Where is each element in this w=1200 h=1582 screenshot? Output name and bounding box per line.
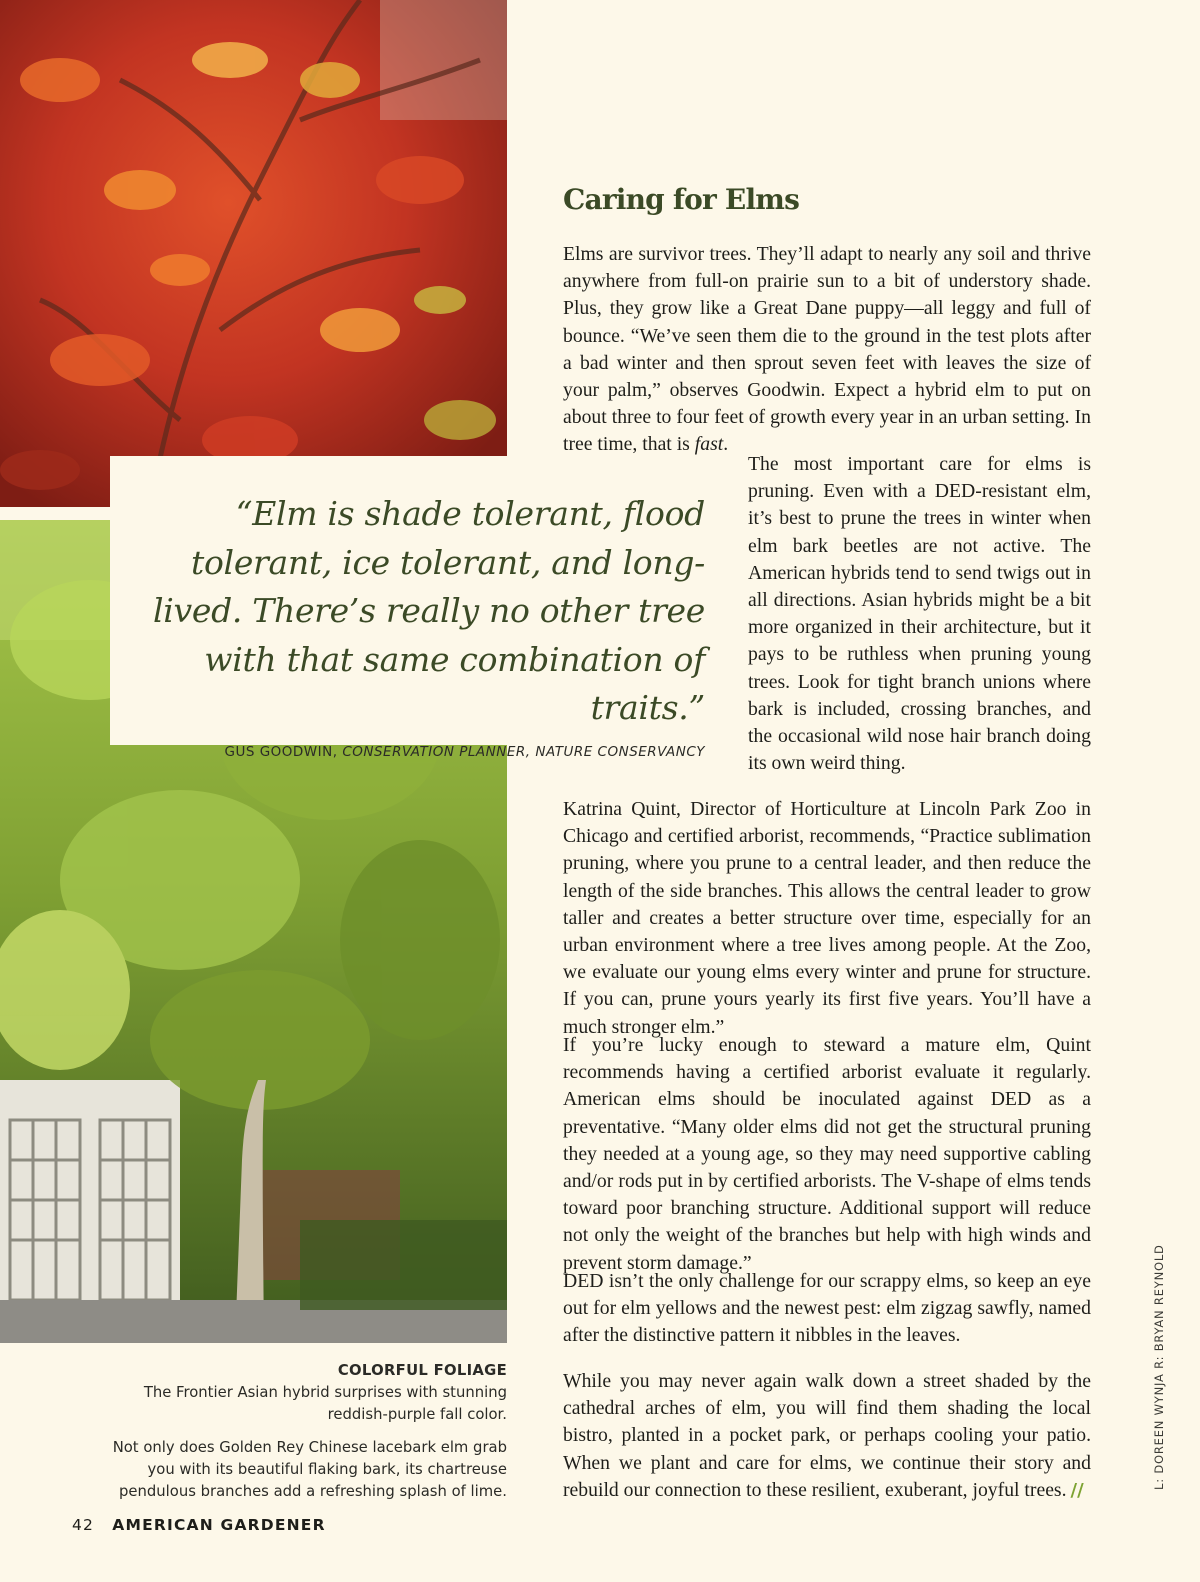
- article-paragraph: Katrina Quint, Director of Horticulture at Lincoln Park Zoo in Chicago and certified arborist, recommends, “Practice sublimation pruning, where you prune to a central leader, and then reduce the length of the side branches. This allows the central leader to grow taller and creates a better structure over time, especially for an urban environment where a tree lives among people. At the Zoo, we evaluate our young elms every winter and prune for structure. If you can, prune yours yearly its first five years. You’ll have a much stronger elm.”: [563, 798, 1091, 1038]
- pull-quote-box: [110, 456, 725, 760]
- article-paragraph: [563, 241, 1091, 459]
- article-paragraph: The most important care for elms is pruning. Even with a DED-resistant elm, it’s best to prune the trees in winter when elm bark beetles are not active. The American hybrids tend to send twigs out in all directions. Asian hybrids might be a bit more organized in their architecture, but it pays to be ruthless when pruning young trees. Look for tight branch unions where bark is included, crossing branches, and the occasional wild nose hair branch doing its own weird thing.: [748, 453, 1091, 775]
- photo-caption: [90, 1360, 507, 1503]
- magazine-name: AMERICAN GARDENER: [112, 1516, 326, 1534]
- pull-quote-text: “Elm is shade tolerant, flood tolerant, ice tolerant, and long-lived. There’s really no other tree with that same combination of traits.”: [153, 494, 705, 727]
- end-of-article-mark: //: [1070, 1479, 1084, 1501]
- article-title: Caring for Elms: [563, 183, 800, 216]
- photo-credit: L: DOREEN WYNJA R: BRYAN REYNOLD: [1152, 1244, 1166, 1490]
- red-elm-foliage-image: [0, 0, 507, 507]
- article-paragraph: DED isn’t the only challenge for our scrappy elms, so keep an eye out for elm yellows and the newest pest: elm zigzag sawfly, named after the distinctive pattern it nibbles in the leaves.: [563, 1270, 1091, 1347]
- attribution-name: GUS GOODWIN,: [224, 743, 338, 760]
- paragraph-end: .: [723, 433, 729, 456]
- pull-quote-attribution: [130, 744, 705, 760]
- caption-text: The Frontier Asian hybrid surprises with stunning reddish-purple fall color.: [143, 1384, 507, 1423]
- article-paragraph: If you’re lucky enough to steward a mature elm, Quint recommends having a certified arborist evaluate it regularly. American elms should be inoculated against DED as a preventative. “Many older elms did not get the structural pruning they needed at a young age, so they may need supportive cabling and/or rods put in by certified arborists. The V-shape of elms tends toward poor branching structure. Additional support will reduce not only the weight of the branches but help with high winds and prevent storm damage.”: [563, 1034, 1091, 1274]
- emphasis-text: fast: [694, 433, 724, 456]
- caption-heading: COLORFUL FOLIAGE: [337, 1362, 507, 1379]
- fall-foliage-photo: [0, 0, 507, 507]
- caption-text: Not only does Golden Rey Chinese lacebark elm grab you with its beautiful flaking bark, its chartreuse pendulous branches add a refreshing splash of lime.: [112, 1439, 507, 1500]
- page-footer: [72, 1516, 326, 1534]
- paragraph-text: Elms are survivor trees. They’ll adapt to nearly any soil and thrive anywhere from full-on prairie sun to a bit of understory shade. Plus, they grow like a Great Dane puppy—all leggy and full of bounce. “We’ve seen them die to the ground in the test plots after a bad winter and then sprout seven feet with leaves the size of your palm,” observes Goodwin. Expect a hybrid elm to put on about three to four feet of growth every year in an urban setting. In tree time, that is: [563, 243, 1091, 456]
- article-paragraph: [563, 1368, 1091, 1504]
- page-number: 42: [72, 1516, 95, 1534]
- attribution-role: CONSERVATION PLANNER, NATURE CONSERVANCY: [342, 743, 705, 760]
- paragraph-text: While you may never again walk down a street shaded by the cathedral arches of elm, you will find them shading the local bistro, planted in a pocket park, or perhaps cooling your patio. When we plant and care for elms, we continue their story and rebuild our connection to these resilient, exuberant, joyful trees.: [563, 1370, 1091, 1501]
